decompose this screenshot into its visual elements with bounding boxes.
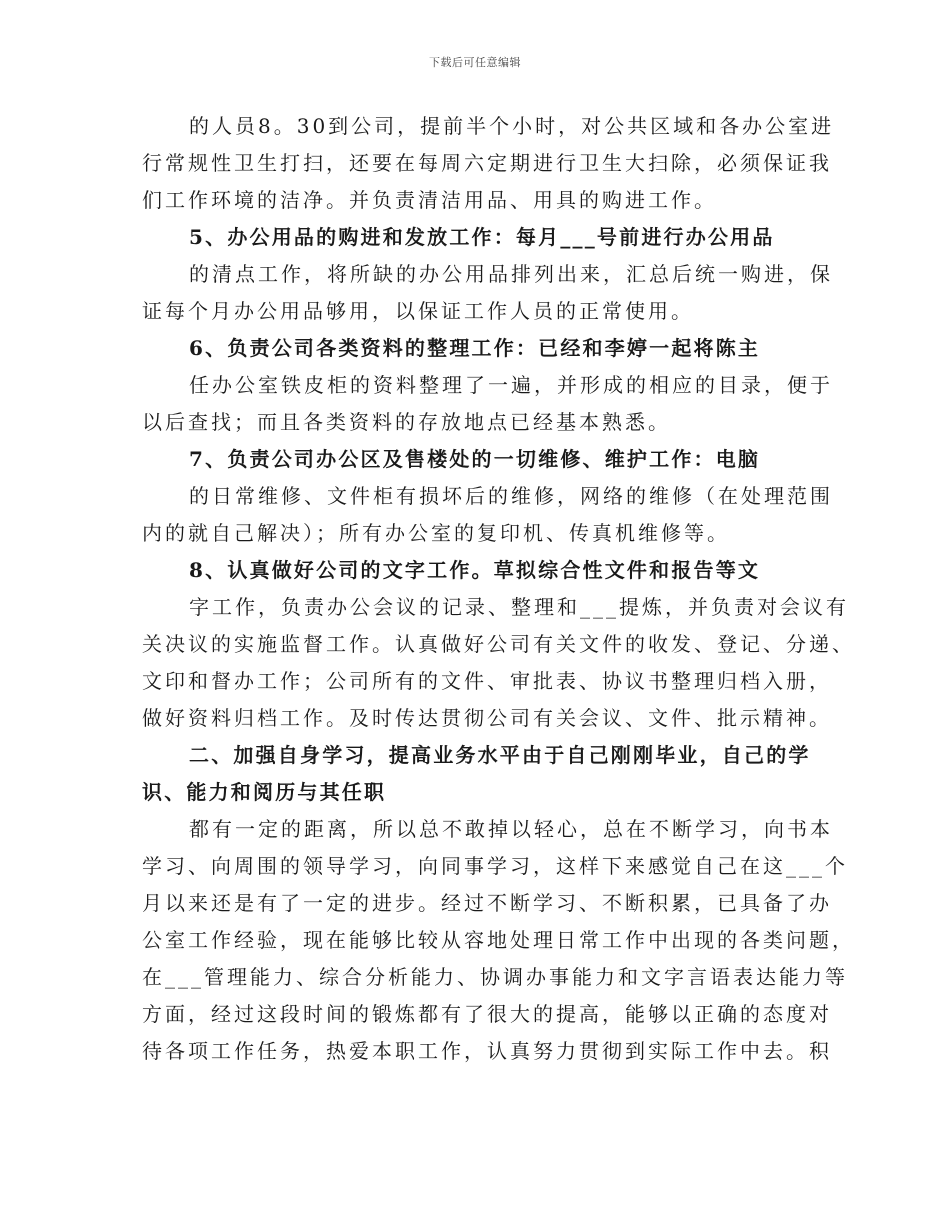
paragraph-line: 待各项工作任务，热爱本职工作，认真努力贯彻到实际工作中去。积 [142,1039,832,1063]
paragraph-line: 的人员8。30到公司，提前半个小时，对公共区域和各办公室进 [189,114,835,138]
paragraph-line: 月以来还是有了一定的进步。经过不断学习、不断积累，已具备了办 [142,891,832,915]
section-heading-5: 5、办公用品的购进和发放工作：每月___号前进行办公用品 [189,225,775,249]
paragraph-line: 证每个月办公用品够用，以保证工作人员的正常使用。 [142,299,694,323]
paragraph-line: 字工作，负责办公会议的记录、整理和___提炼，并负责对会议有 [189,595,849,619]
paragraph-line: 在___管理能力、综合分析能力、协调办事能力和文字言语表达能力等 [142,965,848,989]
page-header-note: 下载后可任意编辑 [429,56,521,69]
paragraph-line: 方面，经过这段时间的锻炼都有了很大的提高，能够以正确的态度对 [142,1002,832,1026]
section-heading-2-cont: 识、能力和阅历与其任职 [142,780,387,804]
paragraph-line: 的日常维修、文件柜有损坏后的维修，网络的维修（在处理范围 [189,484,833,508]
paragraph-line: 的清点工作，将所缺的办公用品排列出来，汇总后统一购进，保 [189,262,833,286]
paragraph-line: 行常规性卫生打扫，还要在每周六定期进行卫生大扫除，必须保证我 [142,151,832,175]
section-heading-6: 6、负责公司各类资料的整理工作：已经和李婷一起将陈主 [189,336,761,360]
section-heading-2: 二、加强自身学习，提高业务水平由于自己刚刚毕业，自己的学 [189,743,811,767]
section-heading-7: 7、负责公司办公区及售楼处的一切维修、维护工作：电脑 [189,447,761,471]
paragraph-line: 文印和督办工作；公司所有的文件、审批表、协议书整理归档入册， [142,669,832,693]
section-heading-8: 8、认真做好公司的文字工作。草拟综合性文件和报告等文 [189,558,761,582]
document-body [142,108,855,1070]
paragraph-line: 都有一定的距离，所以总不敢掉以轻心，总在不断学习，向书本 [189,817,833,841]
paragraph-line: 以后查找；而且各类资料的存放地点已经基本熟悉。 [142,410,671,434]
paragraph-line: 学习、向周围的领导学习，向同事学习，这样下来感觉自己在这___个 [142,854,848,878]
paragraph-line: 们工作环境的洁净。并负责清洁用品、用具的购进工作。 [142,188,717,212]
paragraph-line: 内的就自己解决）；所有办公室的复印机、传真机维修等。 [142,521,730,545]
paragraph-line: 公室工作经验，现在能够比较从容地处理日常工作中出现的各类问题， [142,928,855,952]
paragraph-line: 任办公室铁皮柜的资料整理了一遍，并形成的相应的目录，便于 [189,373,833,397]
paragraph-line: 关决议的实施监督工作。认真做好公司有关文件的收发、登记、分递、 [142,632,855,656]
paragraph-line: 做好资料归档工作。及时传达贯彻公司有关会议、文件、批示精神。 [142,706,832,730]
